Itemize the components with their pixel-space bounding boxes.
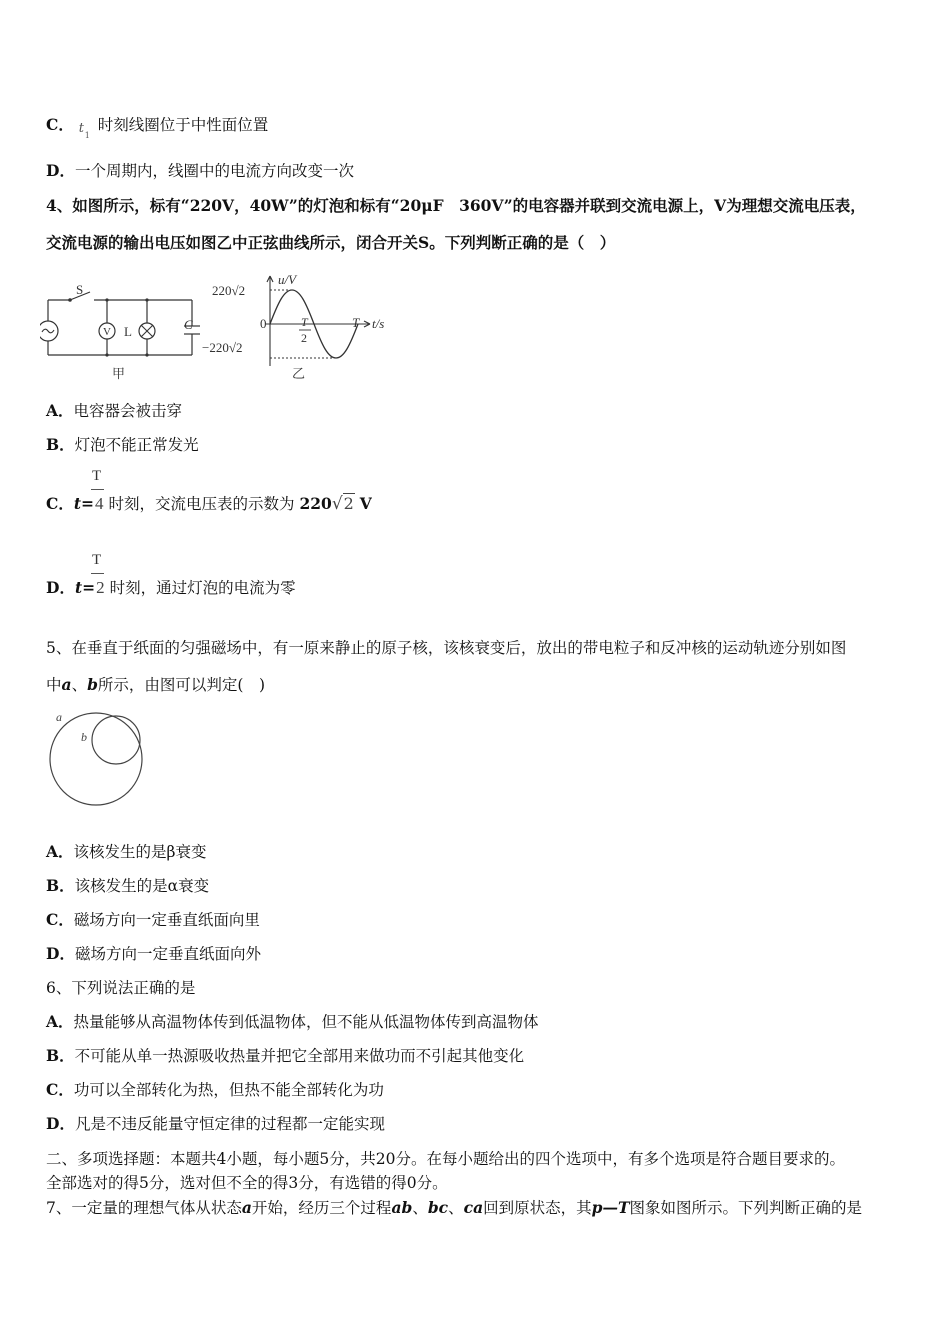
stem-text: 中	[46, 676, 62, 694]
origin-label: 0	[260, 316, 267, 331]
q6-stem: 6、下列说法正确的是	[46, 979, 196, 997]
t-equals: t=	[74, 578, 96, 597]
stem-text: 所示，由图可以判定( )	[97, 676, 266, 694]
ac-source-icon	[40, 321, 58, 341]
option-label: B．	[46, 1046, 75, 1065]
voltage-waveform	[200, 268, 395, 386]
stem-text: 开始，经历三个过程	[251, 1199, 392, 1217]
option-label: C．	[46, 910, 74, 929]
q4c-fraction-bar	[91, 489, 104, 490]
option-text: 时刻线圈位于中性面位置	[97, 116, 269, 134]
t1-symbol: t	[78, 121, 85, 136]
section2-line1: 二、多项选择题：本题共4小题，每小题5分，共20分。在每小题给出的四个选项中，有多个选项是符合题目要求的。	[46, 1150, 845, 1168]
section2-line2: 全部选对的得5分，选对但不全的得3分，有选错的得0分。	[46, 1174, 448, 1192]
option-text: 功可以全部转化为热，但热不能全部转化为功	[73, 1081, 384, 1099]
q5-option-b	[46, 875, 209, 897]
option-text: 电容器会被击穿	[73, 402, 183, 420]
q6-option-b	[46, 1045, 524, 1067]
q5-option-c	[46, 909, 260, 931]
option-text: 一个周期内，线圈中的电流方向改变一次	[74, 162, 354, 180]
figure-caption-jia: 甲	[112, 366, 126, 381]
track-a-label: a	[56, 710, 62, 724]
q3-option-d	[46, 160, 354, 182]
q4d-fraction-bar	[91, 573, 104, 574]
option-text: 时刻，通过灯泡的电流为零	[109, 579, 296, 597]
stem-text: 图象如图所示。下列判断正确的是	[629, 1199, 863, 1217]
option-label: A．	[46, 401, 74, 420]
option-text: 该核发生的是β衰变	[73, 843, 207, 861]
q4-option-c	[46, 493, 372, 515]
track-b-label: b	[81, 730, 87, 744]
option-text: 凡是不违反能量守恒定律的过程都一定能实现	[74, 1115, 385, 1133]
decay-trajectory-diagram	[44, 708, 154, 812]
option-text: 该核发生的是α衰变	[74, 877, 210, 895]
switch-label: S	[76, 282, 84, 297]
q6-option-a	[46, 1011, 539, 1033]
option-label: D．	[46, 161, 75, 180]
option-text: 不可能从单一热源吸收热量并把它全部用来做功而不引起其他变化	[74, 1047, 525, 1065]
lamp-icon	[139, 323, 155, 339]
process-bc: bc	[427, 1198, 449, 1217]
t1-subscript: 1	[84, 131, 90, 140]
half-period-numerator: T	[301, 315, 308, 329]
option-text: 热量能够从高温物体传到低温物体，但不能从低温物体传到高温物体	[73, 1013, 539, 1031]
option-label: A．	[46, 842, 74, 861]
q4c-fraction-denominator: 4	[95, 494, 104, 513]
voltmeter-label: V	[103, 326, 111, 338]
q5-stem-line1: 5、在垂直于纸面的匀强磁场中，有一原来静止的原子核，该核衰变后，放出的带电粒子和反冲核的运动轨迹分别如图	[46, 639, 847, 657]
t-equals: t=	[73, 494, 94, 513]
option-label: B．	[46, 435, 75, 454]
q4-option-a	[46, 400, 182, 422]
q6-option-d	[46, 1113, 385, 1135]
q3-option-c	[46, 114, 269, 140]
half-period-denominator: 2	[301, 331, 307, 345]
figure-caption-yi: 乙	[292, 366, 306, 381]
q4d-fraction-denominator: 2	[96, 578, 105, 597]
separator: 、	[412, 1199, 428, 1217]
option-label: A．	[46, 1012, 74, 1031]
separator: 、	[448, 1199, 464, 1217]
lamp-label: L	[124, 324, 132, 339]
period-label: T	[352, 315, 360, 330]
option-text: 时刻，交流电压表的示数为	[108, 495, 295, 513]
option-label: B．	[46, 876, 75, 895]
process-ca: ca	[463, 1198, 484, 1217]
y-min-label: −220√2	[202, 340, 243, 355]
option-label: C．	[46, 115, 74, 134]
option-label: D．	[46, 944, 75, 963]
voltage-unit: V	[359, 494, 372, 513]
symbol-a: a	[61, 675, 72, 694]
q4c-fraction-numerator: T	[92, 468, 102, 484]
track-b	[92, 716, 140, 764]
option-label: D．	[46, 578, 75, 597]
option-label: C．	[46, 494, 74, 513]
q5-option-d	[46, 943, 261, 965]
process-ab: ab	[391, 1198, 413, 1217]
circuit-diagram	[40, 280, 200, 385]
q4d-fraction-numerator: T	[92, 552, 102, 568]
symbol-b: b	[87, 675, 98, 694]
q7-stem	[46, 1197, 862, 1219]
state-a: a	[241, 1198, 252, 1217]
q4-stem-line1: 4、如图所示，标有“220V，40W”的灯泡和标有“20μF 360V”的电容器并联到交流电源上，V为理想交流电压表，	[46, 196, 866, 215]
voltage-value: 220	[299, 494, 332, 513]
q4-option-d	[46, 577, 296, 599]
option-label: C．	[46, 1080, 74, 1099]
stem-text: 回到原状态，其	[483, 1199, 592, 1217]
q5-option-a	[46, 841, 207, 863]
x-axis-label: t/s	[372, 316, 385, 331]
option-text: 磁场方向一定垂直纸面向外	[74, 945, 261, 963]
q6-option-c	[46, 1079, 384, 1101]
option-text: 灯泡不能正常发光	[74, 436, 199, 454]
capacitor-label: C	[184, 317, 193, 332]
stem-text: 7、一定量的理想气体从状态	[46, 1199, 242, 1217]
option-label: D．	[46, 1114, 75, 1133]
sqrt-sign-icon: √	[331, 494, 343, 514]
pt-graph-label: p—T	[591, 1198, 630, 1217]
q4-stem-line2: 交流电源的输出电压如图乙中正弦曲线所示，闭合开关S。下列判断正确的是（ ）	[46, 233, 616, 252]
radicand: 2	[343, 494, 354, 513]
y-max-label: 220√2	[212, 283, 246, 298]
q4-option-b	[46, 434, 199, 456]
separator: 、	[71, 676, 88, 694]
y-axis-label: u/V	[278, 272, 297, 287]
option-text: 磁场方向一定垂直纸面向里	[73, 911, 260, 929]
q5-stem-line2	[46, 674, 265, 696]
